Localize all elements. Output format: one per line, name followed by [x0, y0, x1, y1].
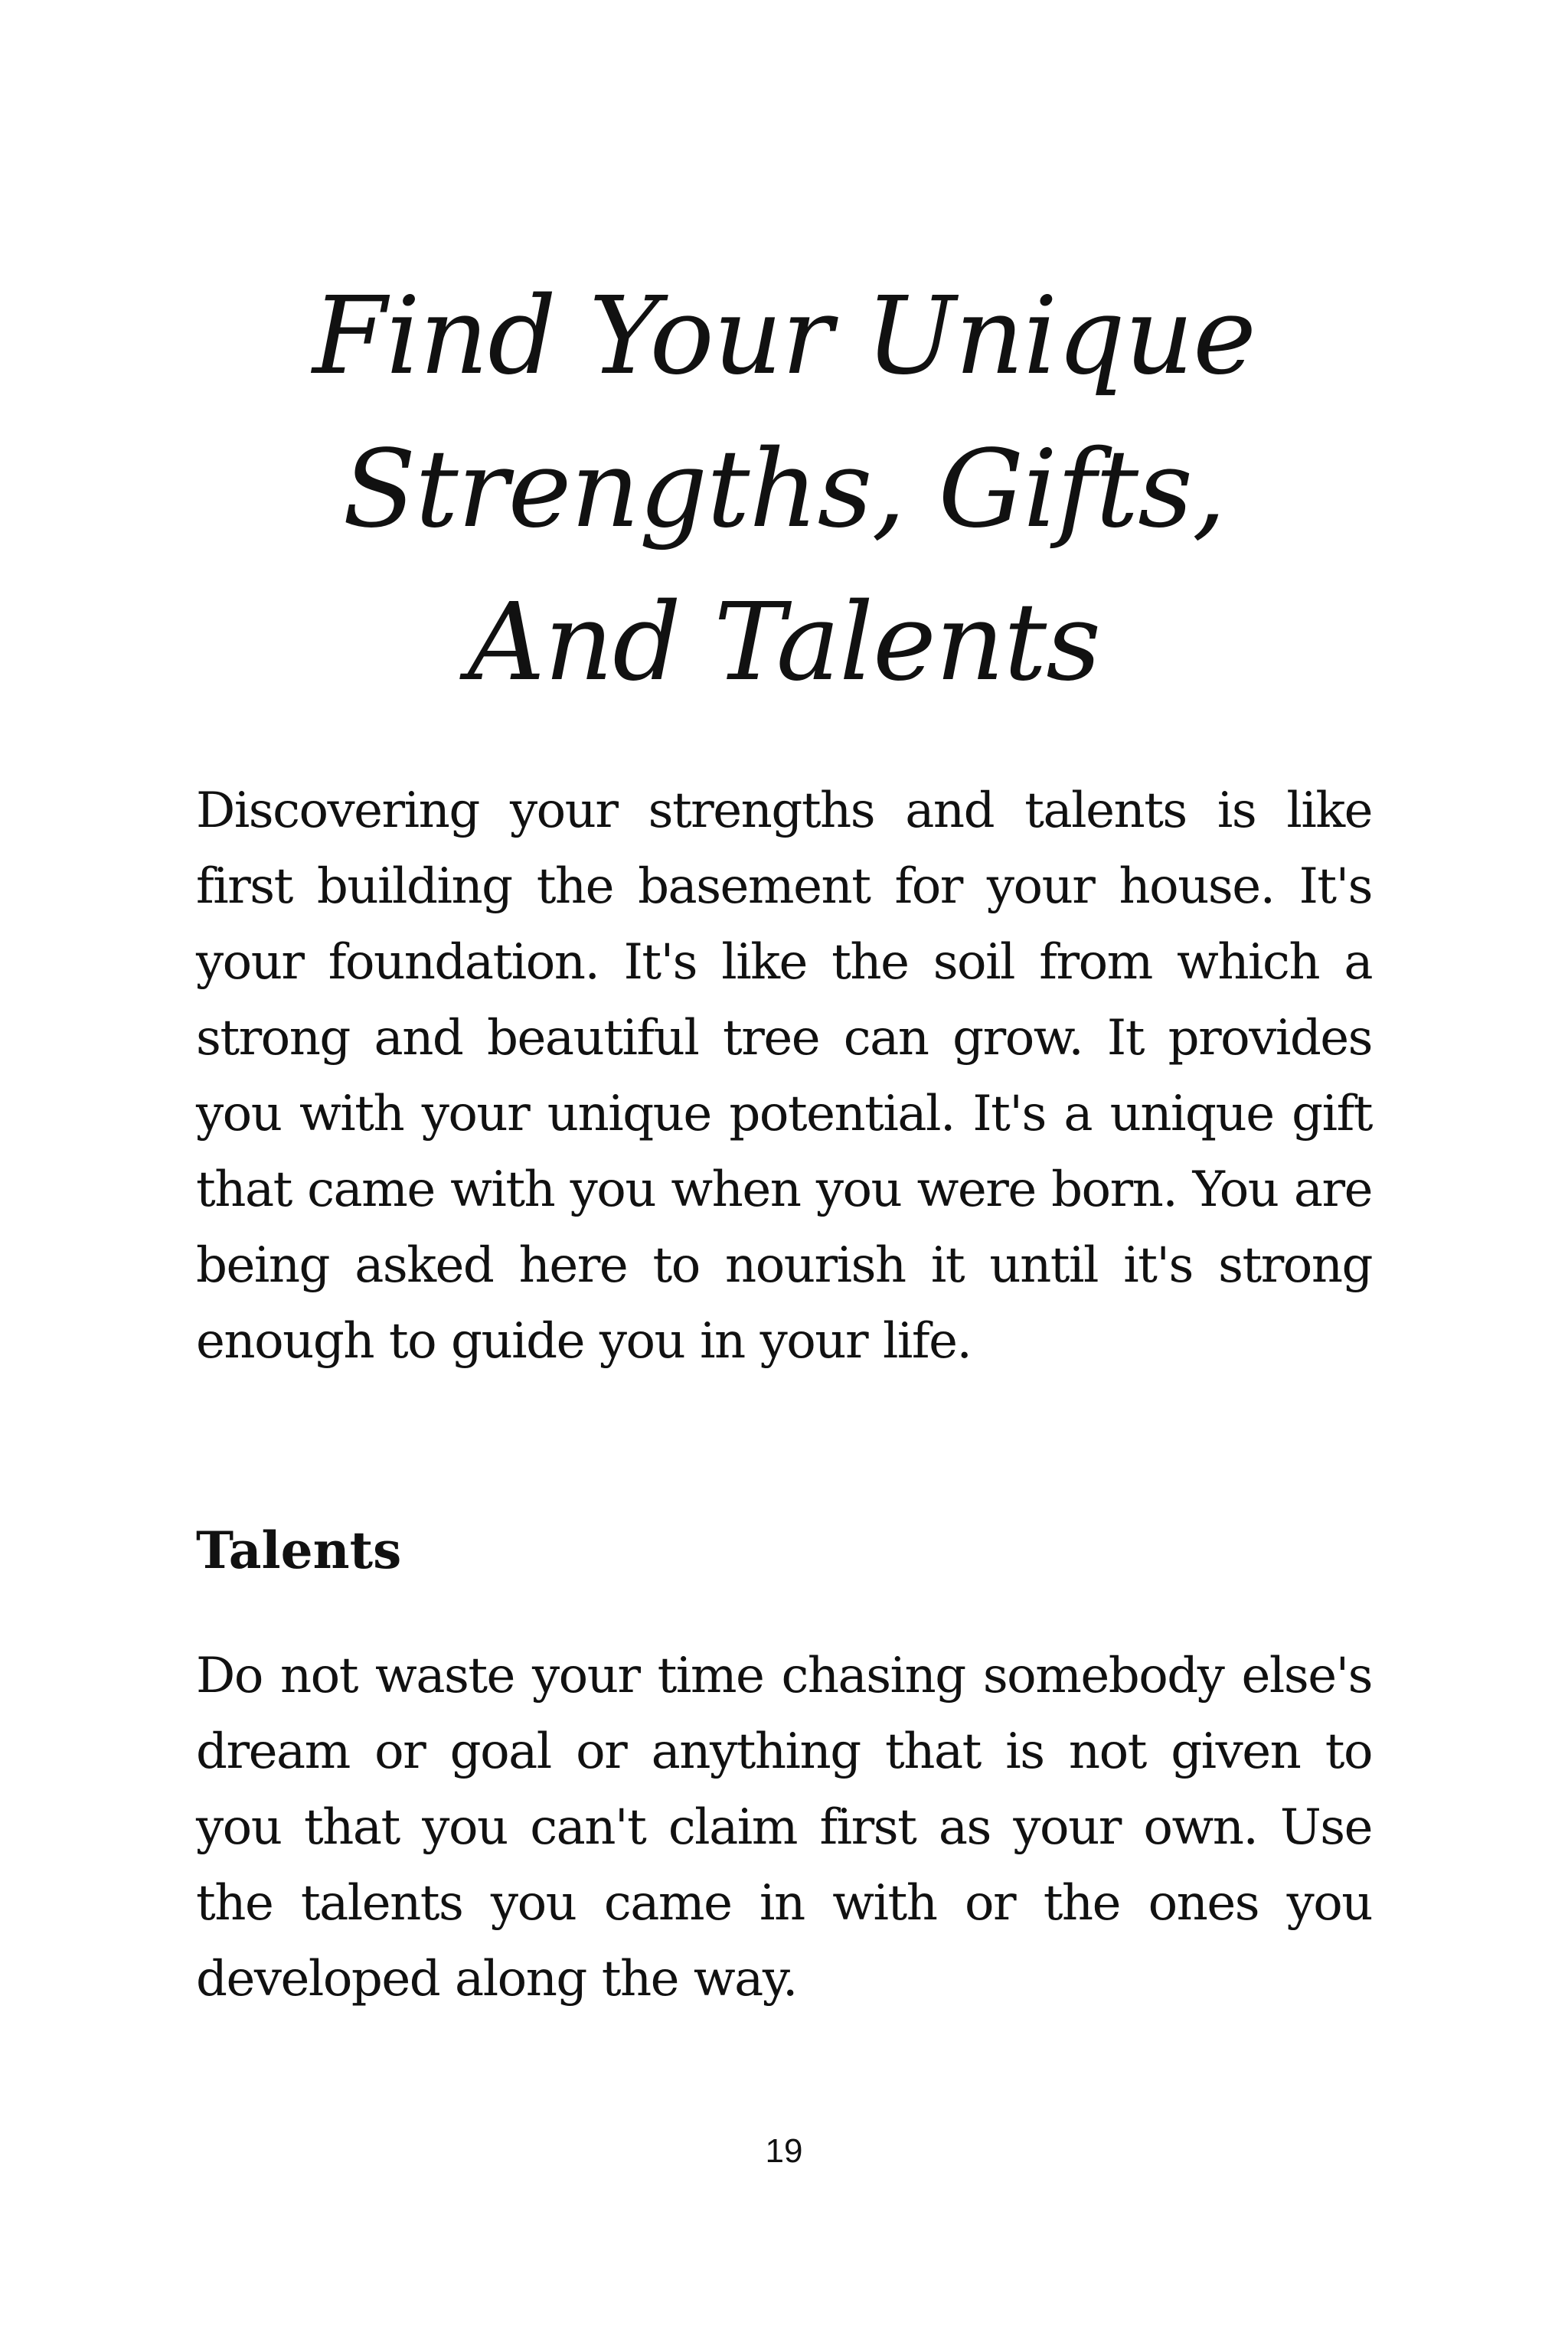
- chapter-title-line-2: Strengths, Gifts,: [342, 427, 1226, 552]
- section-heading-talents: Talents: [196, 1521, 402, 1580]
- chapter-title: [196, 260, 1372, 720]
- talents-paragraph: Do not waste your time chasing somebody else's dream or goal or anything that is not given to you that you can't claim first as your own. Use the talents you came in with or the ones you developed along the way.: [196, 1648, 1372, 2007]
- page-number: 19: [765, 2132, 803, 2170]
- intro-paragraph: Discovering your strengths and talents is like first building the basement for your house. It's your foundation. It's like the soil from which a strong and beautiful tree can grow. It provides you with your unique potential. It's a unique gift that came with you when you were born. You are being asked here to nourish it until it's strong enough to guide you in your life.: [196, 782, 1372, 1370]
- chapter-title-line-1: Find Your Unique: [312, 274, 1256, 399]
- chapter-title-line-3: And Talents: [467, 580, 1101, 705]
